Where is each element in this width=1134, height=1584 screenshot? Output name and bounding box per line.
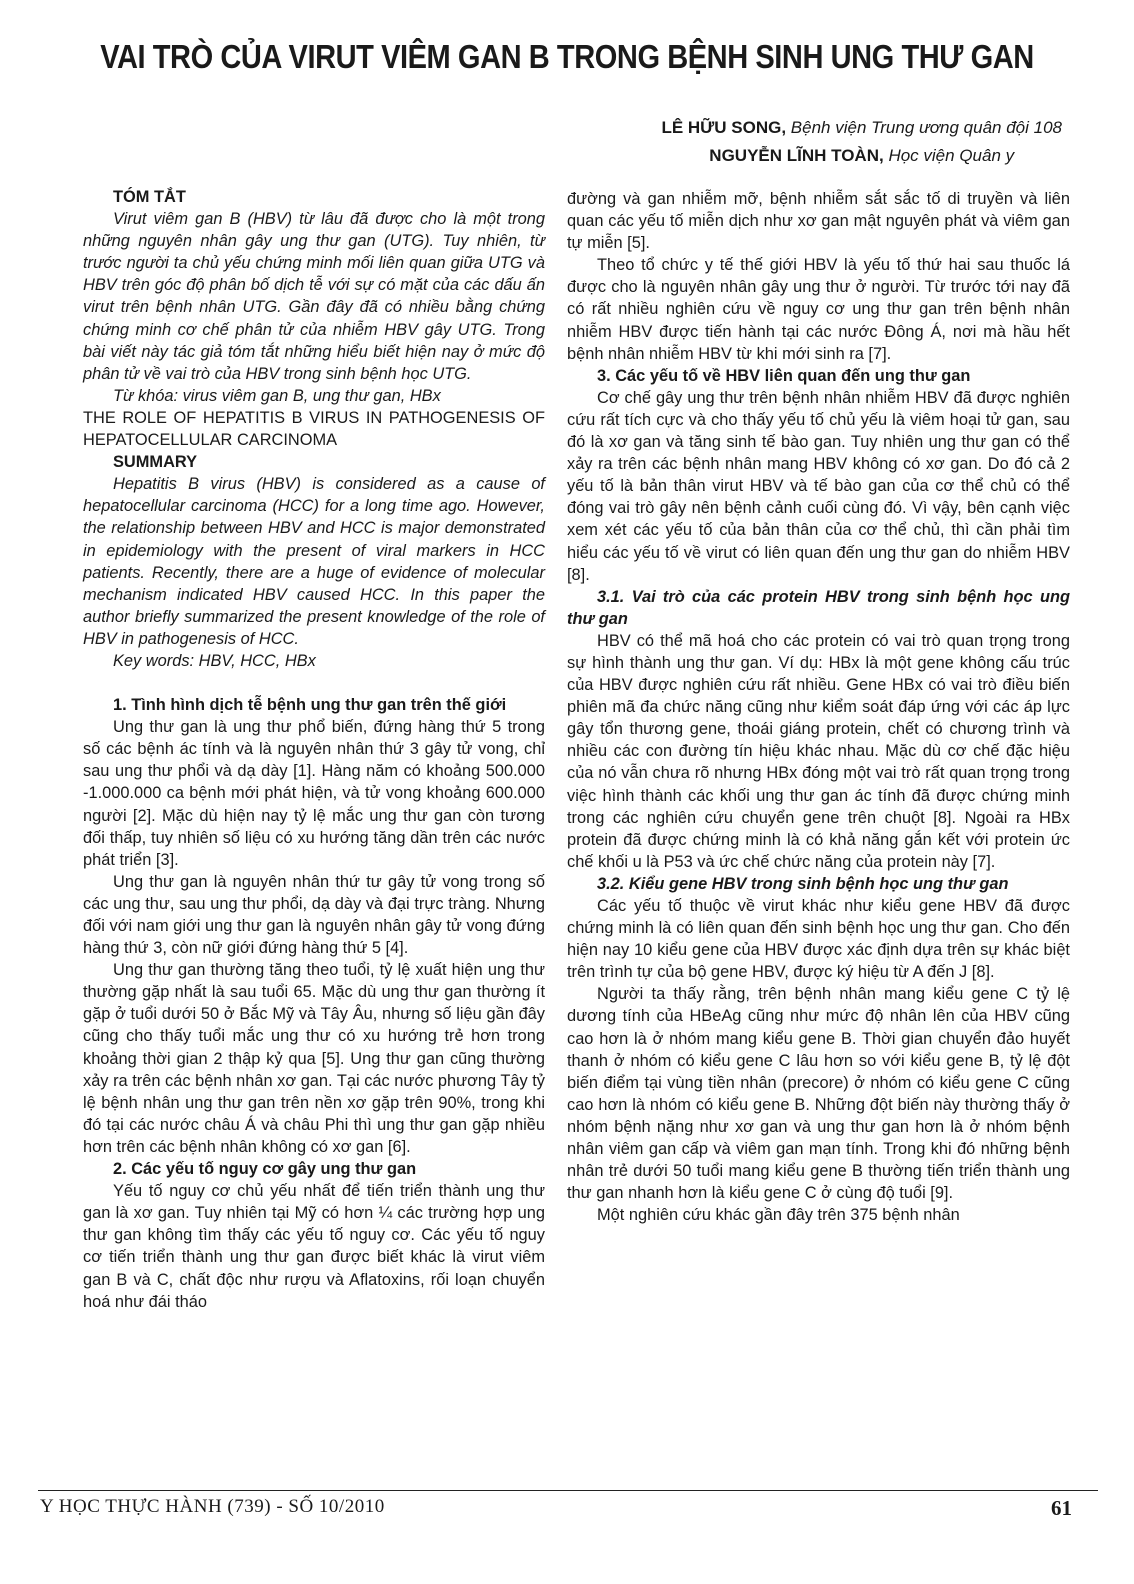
paragraph: Một nghiên cứu khác gần đây trên 375 bệnh nhân (597, 1206, 960, 1225)
paragraph: Các yếu tố thuộc về virut khác như kiểu gene HBV đã được chứng minh là có liên quan đến sinh bệnh học ung thư gan. Cho đến hiện nay 10 kiểu gene của HBV được xác định dựa trên sự khác biệt trên trình tự của bộ gene HBV, được ký hiệu từ A đến J [8]. (567, 897, 1070, 982)
page-number: 61 (1051, 1496, 1072, 1520)
author-line-1 (661, 114, 1062, 142)
paragraph: Ung thư gan là ung thư phổ biến, đứng hàng thứ 5 trong số các bệnh ác tính và là nguyên nhân thứ 3 gây tử vong, chỉ sau ung thư phổi và dạ dày [1]. Hàng năm có khoảng 500.000 -1.000.000 ca bệnh mới phát hiện, và tử vong khoảng 600.000 người [2]. Mặc dù hiện nay tỷ lệ mắc ung thư gan còn tương đối thấp, tuy nhiên số liệu có xu hướng tăng dần trên các nước phát triển [3]. (83, 718, 545, 869)
keywords-en: Key words: HBV, HCC, HBx (113, 651, 316, 670)
section-3-heading: 3. Các yếu tố về HBV liên quan đến ung thư gan (597, 366, 971, 385)
right-column (567, 188, 1070, 1226)
paragraph: Theo tổ chức y tế thế giới HBV là yếu tố thứ hai sau thuốc lá được cho là nguyên nhân gây ung thư ở người. Từ trước tới nay đã có rất nhiều nghiên cứu về nguy cơ ung thư gan trên bệnh nhân nhiễm HBV được tiến hành tại các nước Đông Á, nơi mà hầu hết bệnh nhân nhiễm HBV từ khi mới sinh ra [7]. (567, 256, 1070, 363)
summary-en: Hepatitis B virus (HBV) is considered as a cause of hepatocellular carcinoma (HCC) for a long time ago. However, the relationship between HBV and HCC is major demonstrated in epidemiology with the present of viral markers in HCC patients. Recently, there are a huge of evidence of molecular mechanism indicated HBV caused HCC. In this paper the author briefly summarized the present knowledge of the role of HBV in pathogenesis of HCC. (83, 475, 545, 648)
section-3-1-heading: 3.1. Vai trò của các protein HBV trong sinh bệnh học ung thư gan (567, 587, 1070, 628)
author-affiliation: Bệnh viện Trung ương quân đội 108 (790, 118, 1062, 137)
paragraph: Ung thư gan là nguyên nhân thứ tư gây tử vong trong số các ung thư, sau ung thư phổi, dạ dày và đại trực tràng. Nhưng đối với nam giới ung thư gan là nguyên nhân gây tử vong đứng hàng thứ 3, còn nữ giới đứng hàng thứ 5 [4]. (83, 872, 545, 958)
paragraph: Cơ chế gây ung thư trên bệnh nhân nhiễm HBV đã được nghiên cứu rất tích cực và cho thấy yếu tố chủ yếu là viêm hoại tử gan, sau đó là xơ gan và tăng sinh tế bào gan. Tuy nhiên ung thư gan có thể xảy ra trên các bệnh nhân mang HBV không có xơ gan. Do đó cả 2 yếu tố là bản thân virut HBV và tế bào gan của cơ thể chủ có thể đóng vai trò gây nên bệnh cảnh cuối cùng đó. Vì vậy, bên cạnh việc xem xét các yếu tố của bản thân của cơ thể chủ, thì cần phải tìm hiểu các yếu tố về virut có liên quan đến ung thư gan do nhiễm HBV [8]. (567, 388, 1070, 584)
author-name: LÊ HỮU SONG, (661, 118, 787, 137)
paragraph: đường và gan nhiễm mỡ, bệnh nhiễm sắt sắc tố di truyền và liên quan các yếu tố miễn dịch như xơ gan mật nguyên phát và viêm gan tự miễn [5]. (567, 190, 1070, 253)
section-3-2-heading: 3.2. Kiểu gene HBV trong sinh bệnh học ung thư gan (597, 874, 1009, 893)
author-line-2 (661, 142, 1062, 170)
paragraph: Người ta thấy rằng, trên bệnh nhân mang kiểu gene C tỷ lệ dương tính của HBeAg cũng như mức độ nhân lên của HBV cũng cao hơn là ở nhóm mang kiểu gene B. Thời gian chuyển đảo huyết thanh ở nhóm có kiểu gene C lâu hơn so với kiểu gene B, tỷ lệ đột biến điểm tại vùng tiền nhân (precore) ở nhóm có kiểu gene C cũng cao hơn là nhóm có kiểu gene B. Những đột biến này thường thấy ở nhóm bệnh nặng như xơ gan và ung thư gan hơn là ở nhóm bệnh nhân viêm gan cấp và viêm gan mạn tính. Trong khi đó những bệnh nhân trẻ dưới 50 tuổi mang kiểu gene B thường tiến triển thành ung thư gan nhanh hơn là kiểu gene C ở cùng độ tuổi [9]. (567, 985, 1070, 1203)
abstract-vi: Virut viêm gan B (HBV) từ lâu đã được cho là một trong những nguyên nhân gây ung thư gan (UTG). Tuy nhiên, từ trước người ta chủ yếu chứng minh mối liên quan giữa UTG và HBV trên góc độ phân bố dịch tễ với sự có mặt của các dấu ấn virut trên bệnh nhân UTG. Gần đây đã có nhiều bằng chứng chứng minh cơ chế phân tử của nhiễm HBV gây UTG. Trong bài viết này tác giả tóm tắt những hiểu biết hiện nay ở mức độ phân tử về vai trò của HBV trong sinh bệnh học UTG. (83, 210, 545, 383)
paragraph: Yếu tố nguy cơ chủ yếu nhất để tiến triển thành ung thư gan là xơ gan. Tuy nhiên tại Mỹ có hơn ¼ các trường hợp ung thư gan không tìm thấy các yếu tố nguy cơ. Các yếu tố nguy cơ tiến triển thành ung thư gan được biết khác là virut viêm gan B và C, chất độc như rượu và Aflatoxins, rối loạn chuyển hoá như đái tháo (83, 1182, 545, 1311)
author-name: NGUYỄN LĨNH TOÀN, (709, 146, 884, 165)
section-1-heading: 1. Tình hình dịch tễ bệnh ung thư gan trên thế giới (113, 696, 507, 715)
summary-heading: SUMMARY (113, 453, 198, 472)
paragraph: Ung thư gan thường tăng theo tuổi, tỷ lệ xuất hiện ung thư thường gặp nhất là sau tuổi 65. Mặc dù ung thư gan thường ít gặp ở tuổi dưới 50 ở Bắc Mỹ và Tây Âu, nhưng số liệu gần đây cũng cho thấy tuổi mắc ung thư có xu hướng trẻ hơn trong khoảng thời gian 2 thập kỷ qua [5]. Ung thư gan cũng thường xảy ra trên các bệnh nhân xơ gan. Tại các nước phương Tây tỷ lệ bệnh nhân ung thư gan trên nền xơ gặp trên 90%, trong khi đó tại các nước châu Á và châu Phi thì ung thư gan gặp nhiều hơn trên các bệnh nhân không có xơ gan [6]. (83, 961, 545, 1156)
abstract-heading: TÓM TẮT (113, 188, 186, 206)
author-affiliation: Học viện Quân y (888, 146, 1015, 165)
author-block (661, 114, 1062, 170)
left-column (83, 186, 545, 1313)
english-title: THE ROLE OF HEPATITIS B VIRUS IN PATHOGENESIS OF HEPATOCELLULAR CARCINOMA (83, 408, 545, 450)
journal-footer: Y HỌC THỰC HÀNH (739) - SỐ 10/2010 (40, 1496, 385, 1517)
footer-rule (38, 1490, 1098, 1491)
section-2-heading: 2. Các yếu tố nguy cơ gây ung thư gan (113, 1160, 417, 1179)
paragraph: HBV có thể mã hoá cho các protein có vai trò quan trọng trong sự hình thành ung thư gan. Ví dụ: HBx là một gene không cấu trúc của HBV được nghiên cứu rất nhiều. Gene HBx có vai trò điều biến phiên mã đa chức năng cũng như kiểm soát đáp ứng với các áp lực gây tổn thương gene, thoái giáng protein, chết có chương trình và nhiều các con đường tín hiệu khác nhau. Mặc dù cơ chế đặc hiệu của nó vẫn chưa rõ nhưng HBx đóng một vai trò rất quan trọng trong việc hình thành các khối ung thư gan ác tính đã được chứng minh trong các nghiên cứu chuyển gene trên chuột [8]. Ngoài ra HBx protein đã được chứng minh là có khả năng gắn kết với protein ức chế khối u là P53 và ức chế chức năng của protein này [7]. (567, 631, 1070, 871)
article-title: VAI TRÒ CỦA VIRUT VIÊM GAN B TRONG BỆNH SINH UNG THƯ GAN (100, 38, 1034, 75)
keywords-vi: Từ khóa: virus viêm gan B, ung thư gan, HBx (113, 386, 441, 405)
